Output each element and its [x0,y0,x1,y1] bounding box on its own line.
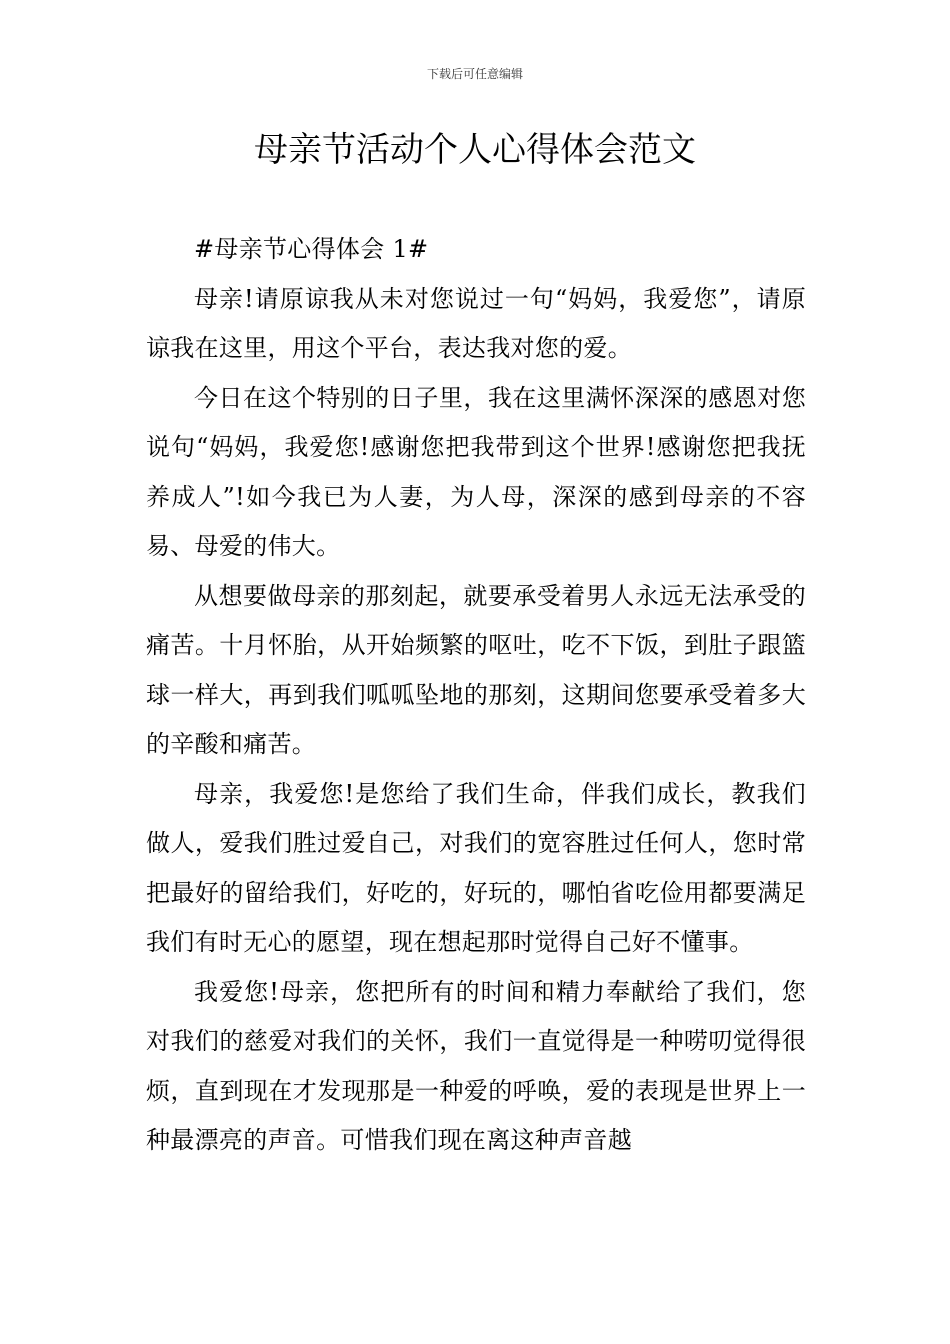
paragraph-1: 母亲!请原谅我从未对您说过一句“妈妈，我爱您”，请原谅我在这里，用这个平台，表达我对您的爱。 [146,284,806,362]
paragraph-4: 母亲，我爱您!是您给了我们生命，伴我们成长，教我们做人，爱我们胜过爱自己，对我们的宽容胜过任何人，您时常把最好的留给我们，好吃的，好玩的，哪怕省吃俭用都要满足我们有时无心的愿望，现在想起那时觉得自己好不懂事。 [146,779,806,956]
header-note: 下载后可任意编辑 [426,67,523,81]
paragraph-2: 今日在这个特别的日子里，我在这里满怀深深的感恩对您说句“妈妈，我爱您!感谢您把我带到这个世界!感谢您把我抚养成人”!如今我已为人妻，为人母，深深的感到母亲的不容易、母爱的伟大。 [146,383,806,560]
document-title: 母亲节活动个人心得体会范文 [254,130,696,170]
section-heading: #母亲节心得体会 1# [194,235,429,263]
paragraph-5: 我爱您!母亲，您把所有的时间和精力奉献给了我们，您对我们的慈爱对我们的关怀，我们一直觉得是一种唠叨觉得很烦，直到现在才发现那是一种爱的呼唤，爱的表现是世界上一种最漂亮的声音。可惜我们现在离这种声音越 [146,977,806,1154]
document-body [146,225,806,1166]
paragraph-3: 从想要做母亲的那刻起，就要承受着男人永远无法承受的痛苦。十月怀胎，从开始频繁的呕吐，吃不下饭，到肚子跟篮球一样大，再到我们呱呱坠地的那刻，这期间您要承受着多大的辛酸和痛苦。 [146,581,806,758]
